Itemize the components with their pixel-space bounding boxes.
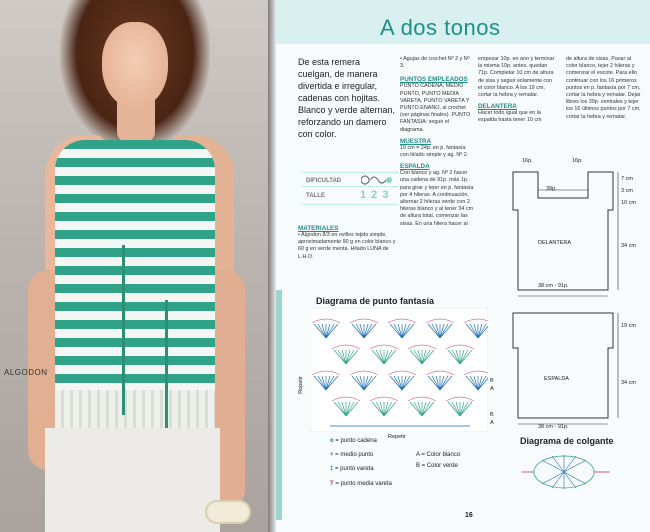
crochet-top xyxy=(55,140,215,430)
materials-heading: MATERIALES xyxy=(298,225,339,232)
model-photo xyxy=(0,0,268,532)
single-crochet-icon: + xyxy=(330,452,336,458)
separator xyxy=(302,186,397,187)
instruction-page xyxy=(276,0,650,532)
row-label: B xyxy=(490,378,494,384)
photo-credit: ALGODON xyxy=(4,368,48,377)
size-label: TALLE xyxy=(306,193,325,199)
difficulty-label: DIFICULTAD xyxy=(306,178,342,184)
double-crochet-icon: ‡ xyxy=(330,466,336,472)
front-dim-7cm: 7 cm xyxy=(621,176,633,182)
materials-text: • Algodon 8/3 en ovillos tejido simple, aproximadamente 90 g en color blanco y 60 g en verde menta. Hilado LUNA de L.H.O. xyxy=(298,232,396,260)
back-heading: ESPALDA xyxy=(400,163,430,171)
size-values: 1 2 3 xyxy=(360,189,390,201)
hanging-chain-1 xyxy=(122,245,125,415)
front-text: Hacer todo igual que en la espalda hasta tener 10 cm xyxy=(478,110,542,124)
column-3 xyxy=(478,56,556,125)
gauge-heading: MUESTRA xyxy=(400,137,432,145)
legend-double: ‡ = punto vareta xyxy=(330,466,374,472)
legend-color-b: B = Color verde xyxy=(416,463,458,469)
page-title: A dos tonos xyxy=(380,15,501,40)
front-text-cont: de altura de sisas. Pasar al color blanco, tejer 2 hileras y comenzar el escote. Para ello continuar con los 16 primeros puntos en p. fantasía por 7 cm, cortar la hebra y rematar. Dejar libres los 39p. centrales y tejer los 16 últimos puntos por 7 cm, cortar la hebra y rematar. xyxy=(566,56,641,120)
face xyxy=(102,22,168,108)
half-double-icon: T xyxy=(330,481,336,487)
separator xyxy=(302,172,397,173)
stitch-diagram-title: Diagrama de punto fantasía xyxy=(316,296,435,306)
front-dim-34cm: 34 cm xyxy=(621,243,636,249)
legend-chain: o = punto cadena xyxy=(330,438,377,444)
back-width: 38 cm - 91p. xyxy=(538,424,569,430)
front-top-left: 16p. xyxy=(522,158,533,164)
margin-strip xyxy=(276,290,282,520)
repeat-label-left: Repetir xyxy=(297,376,304,394)
separator xyxy=(302,204,397,205)
stitches-text: PUNTO CADENA, MEDIO PUNTO, PUNTO MEDIA VARETA, PUNTO VARETA Y PUNTO ENANO, al crochet (ver páginas finales). PUNTO FANTASIA: seguir el diagrama. xyxy=(400,83,471,133)
front-dim-3cm: 3 cm xyxy=(621,188,633,194)
pendant-diagram xyxy=(522,450,612,498)
front-dim-10cm: 10 cm xyxy=(621,200,636,206)
row-label: A xyxy=(490,386,494,392)
row-label: B xyxy=(490,412,494,418)
gauge-text: 10 cm = 24p. en p. fantasía con hilado simple y ag. Nº 2. xyxy=(400,144,469,159)
back-text: Con blanco y ag. Nº 2 hacer una cadena de 91p. más 1p. para girar y tejer en p. fantasía por 4 hileras. A continuación, alternar 2 hileras verde con 2 hileras blanco y al tener 34 cm de altura total, comenzar las sisas. En una hilera hacer al xyxy=(400,170,474,227)
back-text-cont: empezar 10p. en ano y terminar la misma 10p. antes, quedan 71p. Completar 10 cm de altura de sisa y seguir solamente con el color blanco. A los 19 cm, cortar la hebra y rematar. xyxy=(478,56,555,99)
front-top-right: 16p. xyxy=(572,158,583,164)
pendant-diagram-title: Diagrama de colgante xyxy=(520,436,614,446)
stitches-heading: PUNTOS EMPLEADOS xyxy=(400,76,468,84)
column-4 xyxy=(566,56,644,121)
legend-single: + = medio punto xyxy=(330,452,374,458)
front-width: 38 cm - 91p. xyxy=(538,283,569,289)
back-label: ESPALDA xyxy=(544,376,569,382)
needles-text: • Agujas de crochet Nº 2 y Nº 3. xyxy=(400,56,470,70)
chain-symbol-icon: o xyxy=(330,438,336,444)
repeat-label-bottom: Repetir xyxy=(388,434,406,440)
legend-color-a: A = Color blanco xyxy=(416,452,461,458)
legend-half-double: T = punto media vareta xyxy=(330,481,392,487)
row-label: A xyxy=(490,420,494,426)
materials-block xyxy=(298,225,398,261)
back-dim-34cm: 34 cm xyxy=(621,380,636,386)
column-2 xyxy=(400,56,474,228)
stitch-diagram xyxy=(310,308,488,432)
bracelet xyxy=(205,500,251,524)
front-label: DELANTERA xyxy=(538,240,572,246)
page-spine xyxy=(268,0,276,532)
difficulty-icon xyxy=(361,175,393,185)
front-heading: DELANTERA xyxy=(478,103,517,111)
page-number: 16 xyxy=(465,512,473,519)
front-neck-count: 39p. xyxy=(546,186,557,192)
white-pants xyxy=(45,428,220,532)
intro-text: De esta remera cuelgan, de manera divertida e irregular, cadenas con hojitas. Blanco y verde alternan, reforzando un damero con color. xyxy=(298,57,396,139)
back-dim-19cm: 19 cm xyxy=(621,323,636,329)
